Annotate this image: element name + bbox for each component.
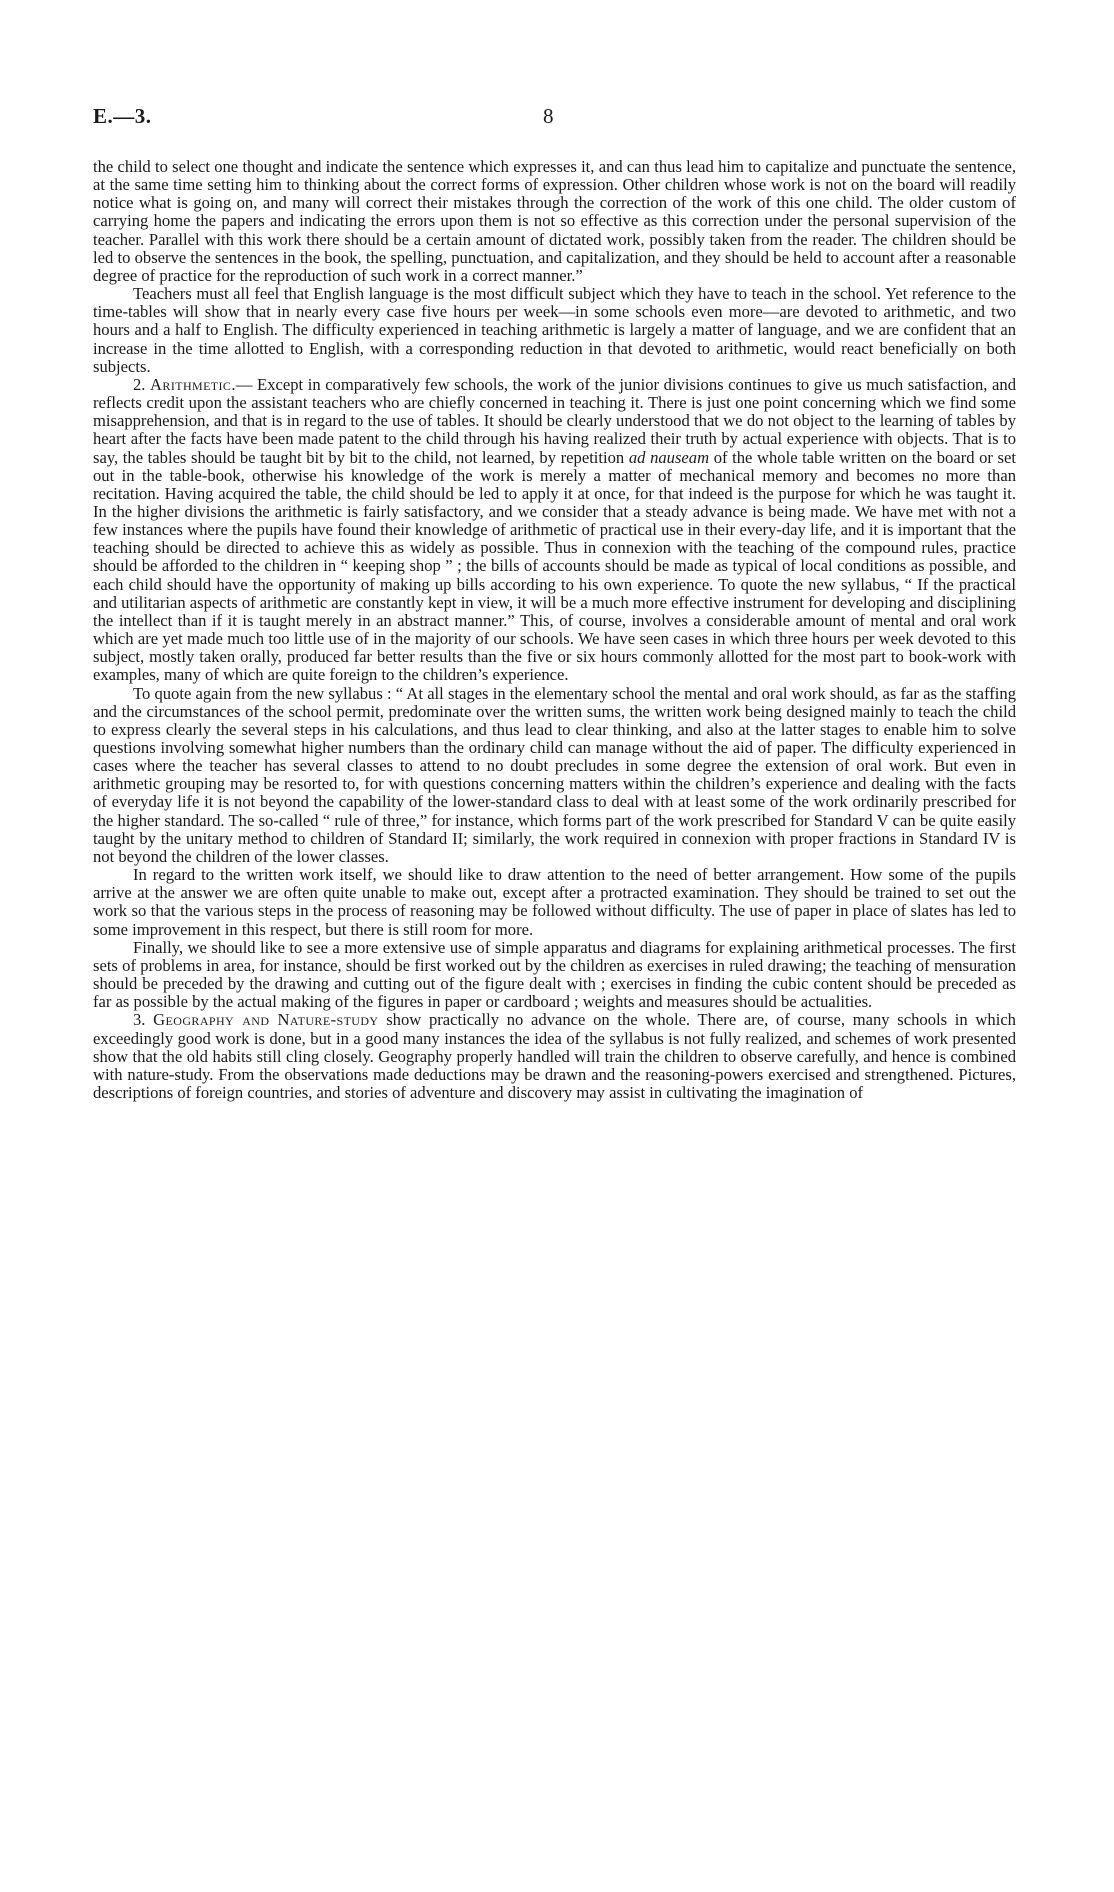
paragraph-text: show practically no advance on the whole. There are, of course, many schools in which exceedingly good work is done, but in a good many instances the idea of the syllabus is not fully realized, and schemes of work presented show that the old habits still cling closely. Geography properly handled will train the children to observe carefully, and hence is combined with nature-study. From the observations made deductions may be drawn and the reasoning-powers exercised and strengthened. Pictures, descriptions of foreign countries, and stories of adventure and discovery may assist in cultivating the imagination of: [93, 1010, 1016, 1102]
paragraph-syllabus-quote: To quote again from the new syllabus : “ At all stages in the elementary school the mental and oral work should, as far as the staffing and the circumstances of the school permit, predominate over the written sums, the written work being designed mainly to teach the child to express clearly the several steps in his calculations, and thus lead to clear thinking, and also at the latter stages to enable him to solve questions involving somewhat higher numbers than the ordinary child can manage without the aid of paper. The difficulty experienced in cases where the teacher has several classes to attend to no doubt precludes in some degree the extension of oral work. But even in arithmetic grouping may be resorted to, for with questions concerning matters within the children’s experience and dealing with the facts of everyday life it is not beyond the capability of the lower-standard class to deal with at least some of the work ordinarily prescribed for the higher standard. The so-called “ rule of three,” for instance, which forms part of the work prescribed for Standard V can be quite easily taught by the unitary method to children of Standard II; similarly, the work required in connexion with proper fractions in Standard IV is not beyond the children of the lower classes.: [93, 683, 1016, 866]
paragraph-arithmetic: [93, 376, 1016, 685]
paragraph-continued: the child to select one thought and indicate the sentence which expresses it, and can thus lead him to capitalize and punctuate the sentence, at the same time setting him to thinking about the correct forms of expression. Other children whose work is not on the board will readily notice what is going on, and many will correct their mistakes through the correction of the work of this one child. The older custom of carrying home the papers and indicating the errors upon them is not so effective as this correction under the personal supervision of the teacher. Parallel with this work there should be a certain amount of dictated work, possibly taken from the reader. The children should be led to observe the sentences in the book, the spelling, punctuation, and capitalization, and they should be held to account after a reasonable degree of practice for the reproduction of such work in a correct manner.”: [93, 157, 1016, 285]
paragraph-geography: [93, 1011, 1016, 1102]
page-header: [93, 104, 1021, 134]
section-heading-geography: Geography and Nature-study: [153, 1010, 379, 1030]
paragraph-text: — Except in comparatively few schools, the work of the junior divisions continues to give us much satisfaction, and reflects credit upon the assistant teachers who are chiefly concerned in teaching it. There is just one point concerning which we find some misapprehension, and that is in regard to the use of tables. It should be clearly understood that we do not object to the learning of tables by heart after the facts have been made patent to the child through his having realized their truth by actual experience with objects. That is to say, the tables should be taught bit by bit to the child, not learned, by repetition: [93, 374, 1016, 467]
page-number: 8: [543, 104, 554, 128]
section-heading-arithmetic: Arithmetic.: [150, 374, 236, 394]
section-number: 2.: [133, 374, 146, 394]
paragraph-apparatus: Finally, we should like to see a more extensive use of simple apparatus and diagrams for explaining arithmetical processes. The first sets of problems in area, for instance, should be first worked out by the children as exercises in ruled drawing; the teaching of mensuration should be preceded by the drawing and cutting out of the figure dealt with ; exercises in finding the cubic content should be preceded as far as possible by the actual making of the figures in paper or cardboard ; weights and measures should be actualities.: [93, 937, 1016, 1012]
body-text: [93, 158, 1016, 1102]
italic-phrase: ad nauseam: [628, 447, 710, 467]
paragraph-english-time: Teachers must all feel that English language is the most difficult subject which they have to teach in the school. Yet reference to the time-tables will show that in nearly every case five hours per week—in some schools even more—are devoted to arithmetic, and two hours and a half to English. The difficulty experienced in teaching arithmetic is largely a matter of language, and we are confident that an increase in the time allotted to English, with a corresponding reduction in that devoted to arithmetic, would react beneficially on both subjects.: [93, 284, 1016, 376]
paragraph-text: of the whole table written on the board or set out in the table-book, otherwise his knowledge of the work is merely a matter of mechanical memory and becomes no more than recitation. Having acquired the table, the child should be led to apply it at once, for that indeed is the purpose for which he was taught it. In the higher divisions the arithmetic is fairly satisfactory, and we consider that a steady advance is being made. We have met with not a few instances where the pupils have found their knowledge of arithmetic of practical use in their every-day life, and it is important that the teaching should be directed to achieve this as widely as possible. Thus in connexion with the teaching of the compound rules, practice should be afforded to the children in “ keeping shop ” ; the bills of accounts should be made as typical of local conditions as possible, and each child should have the opportunity of making up bills according to his own experience. To quote the new syllabus, “ If the practical and utilitarian aspects of arithmetic are constantly kept in view, it will be a much more effective instrument for developing and disciplining the intellect than if it is taught merely in an abstract manner.” This, of course, involves a considerable amount of mental and oral work which are yet made much too little use of in the majority of our schools. We have seen cases in which three hours per week devoted to this subject, mostly taken orally, produced far better results than the five or six hours commonly allotted for the most part to book-work with examples, many of which are quite foreign to the children’s experience.: [93, 447, 1016, 685]
series-code: E.—3.: [93, 104, 152, 128]
section-number: 3.: [133, 1010, 146, 1030]
paragraph-written-work: In regard to the written work itself, we should like to draw attention to the need of better arrangement. How some of the pupils arrive at the answer we are often quite unable to make out, except after a protracted examination. They should be trained to set out the work so that the various steps in the process of reasoning may be followed without difficulty. The use of paper in place of slates has led to some improvement in this respect, but there is still room for more.: [93, 865, 1016, 939]
